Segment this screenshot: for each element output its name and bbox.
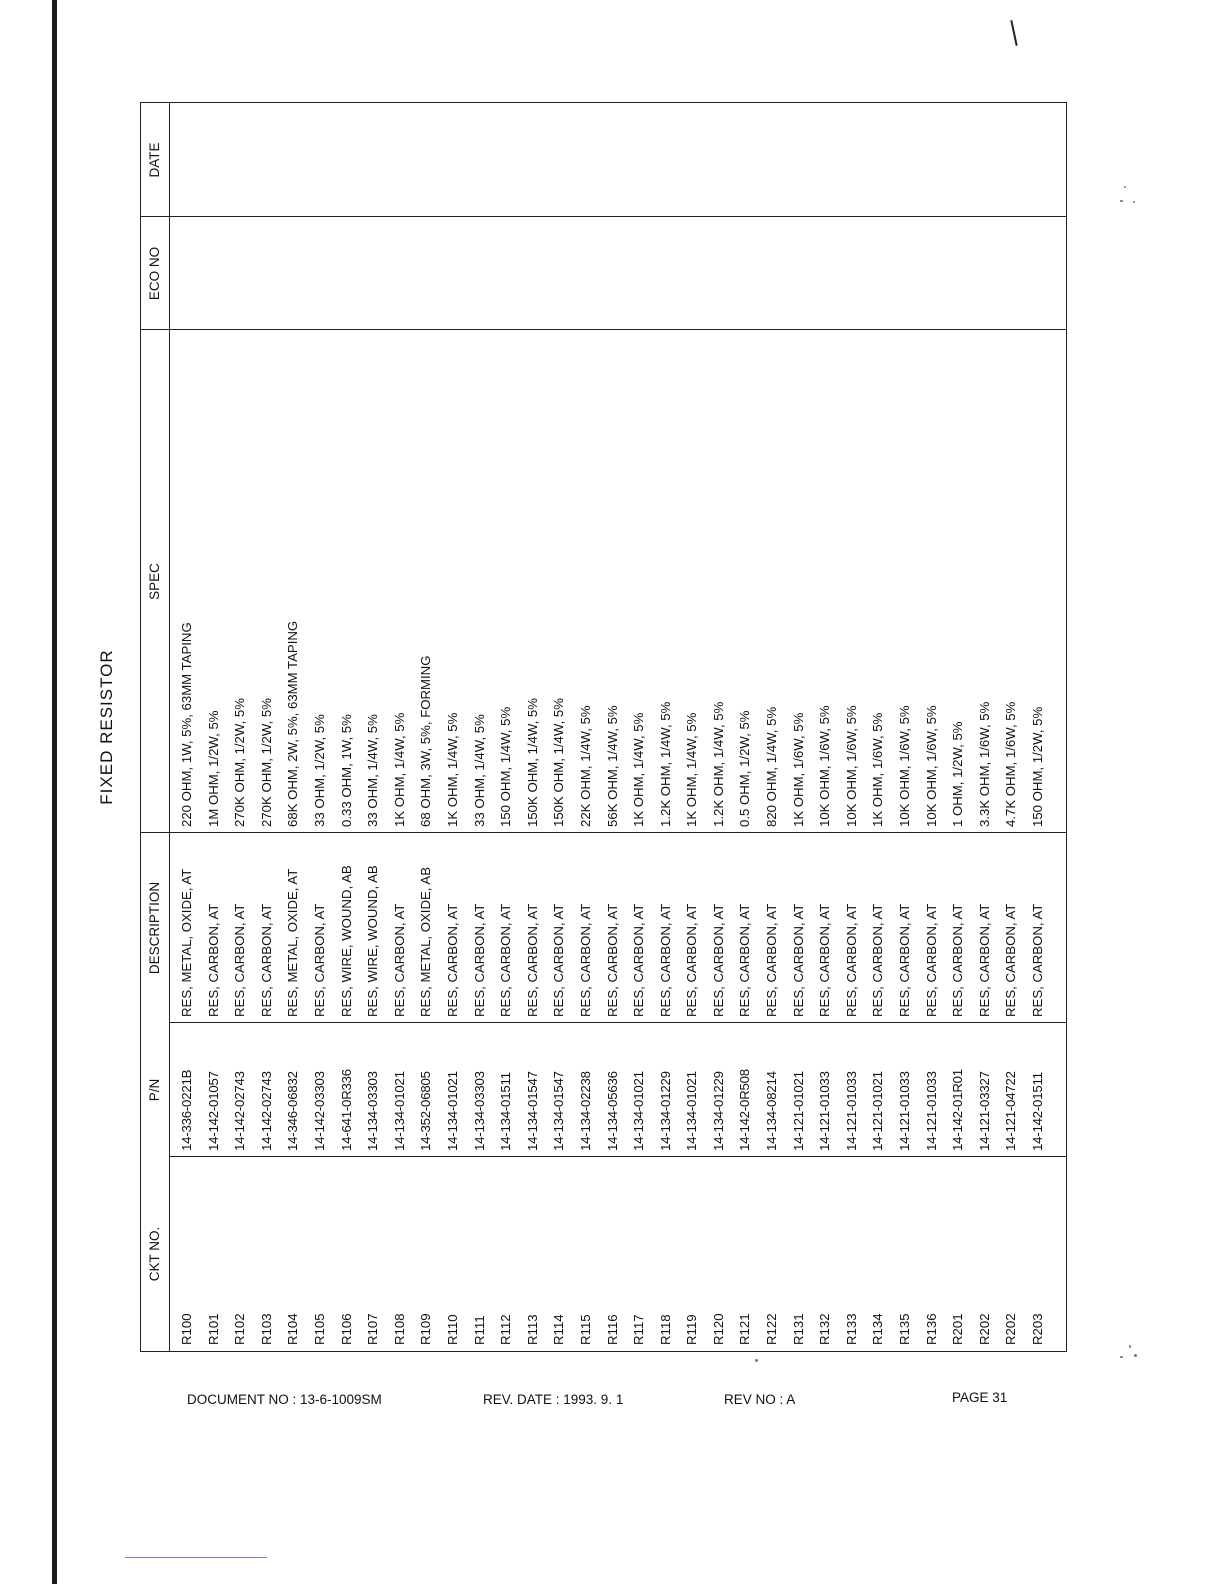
table-row <box>280 103 307 1351</box>
cell-description: RES, CARBON, AT <box>710 903 726 1017</box>
header-description: DESCRIPTION <box>147 881 162 975</box>
cell-ckt-no: R121 <box>737 1313 753 1345</box>
cell-part-number: 14-121-01033 <box>843 1071 859 1151</box>
cell-ckt-no: R120 <box>710 1313 726 1345</box>
cell-part-number: 14-336-0221B <box>179 1069 194 1151</box>
cell-ckt-no: R203 <box>1030 1313 1045 1345</box>
document-number: DOCUMENT NO : 13-6-1009SM <box>187 1392 382 1407</box>
cell-description: RES, CARBON, AT <box>976 903 992 1017</box>
cell-spec: 56K OHM, 1/4W, 5% <box>604 705 620 827</box>
cell-spec: 0.5 OHM, 1/2W, 5% <box>737 710 753 827</box>
scan-speck <box>1120 1356 1123 1358</box>
cell-ckt-no: R113 <box>524 1314 540 1345</box>
table-row <box>254 103 281 1351</box>
binding-bar <box>52 0 57 1584</box>
scan-speck <box>755 1359 758 1362</box>
header-eco-no: ECO NO <box>147 246 162 301</box>
table-row <box>945 103 972 1351</box>
header-rule <box>169 103 170 1351</box>
scan-speck <box>1133 201 1135 203</box>
cell-description: RES, CARBON, AT <box>684 903 700 1017</box>
cell-part-number: 14-121-01033 <box>897 1071 913 1151</box>
cell-ckt-no: R122 <box>764 1313 780 1345</box>
cell-spec: 270K OHM, 1/2W, 5% <box>258 698 274 827</box>
cell-part-number: 14-121-01021 <box>870 1071 886 1151</box>
table-row <box>520 103 547 1351</box>
cell-spec: 22K OHM, 1/4W, 5% <box>577 705 593 827</box>
table-row <box>573 103 600 1351</box>
edge-mark <box>125 1557 267 1558</box>
table-row <box>626 103 653 1351</box>
table-row <box>546 103 573 1351</box>
cell-description: RES, WIRE, WOUND, AB <box>365 865 381 1017</box>
table-row <box>998 103 1025 1351</box>
cell-spec: 150 OHM, 1/4W, 5% <box>498 706 514 827</box>
cell-part-number: 14-142-01R01 <box>950 1069 966 1151</box>
table-row <box>653 103 680 1351</box>
scan-speck <box>1124 186 1126 188</box>
corner-mark <box>1010 20 1017 46</box>
cell-ckt-no: R109 <box>418 1313 434 1345</box>
table-row <box>201 103 228 1351</box>
cell-ckt-no: R114 <box>551 1314 567 1345</box>
table-row <box>307 103 334 1351</box>
resistor-table <box>97 102 1067 1352</box>
cell-part-number: 14-134-01547 <box>524 1071 540 1151</box>
cell-part-number: 14-352-06805 <box>418 1071 434 1151</box>
cell-description: RES, CARBON, AT <box>524 903 540 1017</box>
cell-spec: 270K OHM, 1/2W, 5% <box>232 698 248 827</box>
table-row <box>732 103 759 1351</box>
cell-part-number: 14-121-04722 <box>1003 1071 1019 1151</box>
cell-ckt-no: R119 <box>684 1314 700 1345</box>
cell-spec: 150K OHM, 1/4W, 5% <box>524 698 540 827</box>
cell-description: RES, CARBON, AT <box>1030 903 1045 1017</box>
cell-ckt-no: R100 <box>179 1313 194 1345</box>
header-date: DATE <box>147 142 162 178</box>
cell-spec: 33 OHM, 1/4W, 5% <box>365 714 381 827</box>
cell-description: RES, CARBON, AT <box>444 903 460 1017</box>
cell-description: RES, CARBON, AT <box>311 903 327 1017</box>
cell-description: RES, CARBON, AT <box>790 903 806 1017</box>
table-title: FIXED RESISTOR <box>97 649 116 805</box>
cell-description: RES, METAL, OXIDE, AB <box>418 867 434 1017</box>
table-row <box>493 103 520 1351</box>
cell-part-number: 14-121-01033 <box>923 1071 939 1151</box>
cell-spec: 10K OHM, 1/6W, 5% <box>817 705 833 827</box>
cell-description: RES, CARBON, AT <box>498 903 514 1017</box>
cell-part-number: 14-142-01057 <box>205 1071 221 1151</box>
cell-description: RES, METAL, OXIDE, AT <box>179 868 194 1017</box>
cell-description: RES, WIRE, WOUND, AB <box>338 865 354 1017</box>
cell-description: RES, METAL, OXIDE, AT <box>285 868 301 1017</box>
cell-ckt-no: R105 <box>311 1313 327 1345</box>
cell-description: RES, CARBON, AT <box>631 903 647 1017</box>
cell-spec: 0.33 OHM, 1W, 5% <box>338 714 354 827</box>
cell-description: RES, CARBON, AT <box>817 903 833 1017</box>
cell-spec: 1K OHM, 1/4W, 5% <box>444 712 460 827</box>
cell-ckt-no: R101 <box>205 1313 221 1345</box>
cell-ckt-no: R102 <box>232 1313 248 1345</box>
cell-part-number: 14-142-02743 <box>258 1071 274 1151</box>
cell-description: RES, CARBON, AT <box>232 903 248 1017</box>
cell-spec: 1K OHM, 1/4W, 5% <box>631 712 647 827</box>
revision-number: REV NO : A <box>724 1392 796 1407</box>
table-row <box>679 103 706 1351</box>
revision-date: REV. DATE : 1993. 9. 1 <box>483 1392 624 1407</box>
table-row <box>1025 103 1052 1351</box>
table-row <box>413 103 440 1351</box>
cell-ckt-no: R117 <box>631 1314 647 1345</box>
cell-part-number: 14-134-01021 <box>684 1071 700 1151</box>
header-pn: P/N <box>147 1078 162 1102</box>
table-row <box>174 103 201 1351</box>
cell-ckt-no: R108 <box>391 1313 407 1345</box>
cell-spec: 150 OHM, 1/2W, 5% <box>1030 706 1045 827</box>
table-row <box>440 103 467 1351</box>
cell-part-number: 14-134-01021 <box>391 1071 407 1151</box>
cell-ckt-no: R202 <box>976 1313 992 1345</box>
cell-spec: 10K OHM, 1/6W, 5% <box>843 705 859 827</box>
cell-spec: 1M OHM, 1/2W, 5% <box>205 710 221 827</box>
cell-description: RES, CARBON, AT <box>737 903 753 1017</box>
cell-spec: 3.3K OHM, 1/6W, 5% <box>976 701 992 827</box>
table-body <box>174 103 1052 1351</box>
table-row <box>334 103 361 1351</box>
cell-ckt-no: R104 <box>285 1313 301 1345</box>
cell-ckt-no: R116 <box>604 1314 620 1345</box>
cell-ckt-no: R106 <box>338 1313 354 1345</box>
cell-part-number: 14-134-03303 <box>365 1071 381 1151</box>
cell-spec: 33 OHM, 1/2W, 5% <box>311 714 327 827</box>
cell-spec: 1.2K OHM, 1/4W, 5% <box>657 701 673 827</box>
cell-ckt-no: R131 <box>790 1313 806 1345</box>
scan-speck <box>1134 1354 1137 1357</box>
cell-spec: 820 OHM, 1/4W, 5% <box>764 706 780 827</box>
table-row <box>892 103 919 1351</box>
cell-part-number: 14-121-01021 <box>790 1071 806 1151</box>
cell-ckt-no: R133 <box>843 1313 859 1345</box>
table-row <box>972 103 999 1351</box>
cell-part-number: 14-134-05636 <box>604 1071 620 1151</box>
cell-spec: 68 OHM, 3W, 5%, FORMING <box>418 655 434 827</box>
table-row <box>786 103 813 1351</box>
cell-ckt-no: R201 <box>950 1313 966 1345</box>
cell-description: RES, CARBON, AT <box>657 903 673 1017</box>
cell-part-number: 14-134-01021 <box>444 1071 460 1151</box>
cell-ckt-no: R136 <box>923 1313 939 1345</box>
cell-ckt-no: R135 <box>897 1313 913 1345</box>
cell-part-number: 14-134-01229 <box>710 1071 726 1151</box>
cell-description: RES, CARBON, AT <box>1003 903 1019 1017</box>
table-row <box>360 103 387 1351</box>
cell-part-number: 14-142-02743 <box>232 1071 248 1151</box>
cell-part-number: 14-134-01547 <box>551 1071 567 1151</box>
cell-ckt-no: R115 <box>577 1314 593 1345</box>
cell-ckt-no: R112 <box>498 1314 514 1345</box>
cell-description: RES, CARBON, AT <box>923 903 939 1017</box>
cell-description: RES, CARBON, AT <box>258 903 274 1017</box>
cell-ckt-no: R111 <box>471 1315 487 1345</box>
cell-spec: 68K OHM, 2W, 5%, 63MM TAPING <box>285 620 301 827</box>
cell-part-number: 14-346-06832 <box>285 1071 301 1151</box>
cell-description: RES, CARBON, AT <box>577 903 593 1017</box>
cell-spec: 1K OHM, 1/4W, 5% <box>391 712 407 827</box>
cell-spec: 1K OHM, 1/6W, 5% <box>790 712 806 827</box>
table-row <box>600 103 627 1351</box>
cell-ckt-no: R202 <box>1003 1313 1019 1345</box>
cell-description: RES, CARBON, AT <box>870 903 886 1017</box>
cell-spec: 220 OHM, 1W, 5%, 63MM TAPING <box>179 622 194 827</box>
table-row <box>919 103 946 1351</box>
cell-part-number: 14-134-02238 <box>577 1071 593 1151</box>
cell-ckt-no: R110 <box>444 1314 460 1345</box>
header-ckt-no: CKT NO. <box>147 1226 162 1282</box>
cell-part-number: 14-134-08214 <box>764 1071 780 1151</box>
cell-spec: 1.2K OHM, 1/4W, 5% <box>710 701 726 827</box>
cell-description: RES, CARBON, AT <box>604 903 620 1017</box>
cell-ckt-no: R118 <box>657 1314 673 1345</box>
cell-spec: 10K OHM, 1/6W, 5% <box>897 705 913 827</box>
table-row <box>865 103 892 1351</box>
table-row <box>759 103 786 1351</box>
header-spec: SPEC <box>147 563 162 600</box>
cell-ckt-no: R132 <box>817 1313 833 1345</box>
page-number: PAGE 31 <box>952 1390 1008 1405</box>
cell-part-number: 14-641-0R336 <box>338 1069 354 1151</box>
cell-ckt-no: R134 <box>870 1313 886 1345</box>
cell-spec: 1K OHM, 1/4W, 5% <box>684 712 700 827</box>
table-row <box>706 103 733 1351</box>
cell-part-number: 14-134-01511 <box>498 1072 514 1151</box>
cell-part-number: 14-134-03303 <box>471 1071 487 1151</box>
table-row <box>227 103 254 1351</box>
cell-description: RES, CARBON, AT <box>471 903 487 1017</box>
cell-description: RES, CARBON, AT <box>551 903 567 1017</box>
cell-description: RES, CARBON, AT <box>764 903 780 1017</box>
scan-speck <box>1120 200 1123 202</box>
cell-description: RES, CARBON, AT <box>205 903 221 1017</box>
scan-speck <box>1129 1345 1131 1348</box>
table-row <box>812 103 839 1351</box>
cell-description: RES, CARBON, AT <box>950 903 966 1017</box>
cell-ckt-no: R107 <box>365 1313 381 1345</box>
cell-part-number: 14-134-01021 <box>631 1071 647 1151</box>
cell-spec: 150K OHM, 1/4W, 5% <box>551 698 567 827</box>
cell-part-number: 14-142-0R508 <box>737 1069 753 1151</box>
table-row <box>387 103 414 1351</box>
cell-spec: 1 OHM, 1/2W, 5% <box>950 721 966 827</box>
cell-part-number: 14-142-03303 <box>311 1071 327 1151</box>
cell-part-number: 14-121-03327 <box>976 1071 992 1151</box>
cell-part-number: 14-121-01033 <box>817 1071 833 1151</box>
cell-part-number: 14-142-01511 <box>1030 1072 1045 1151</box>
table-row <box>467 103 494 1351</box>
cell-description: RES, CARBON, AT <box>843 903 859 1017</box>
table-row <box>839 103 866 1351</box>
cell-spec: 10K OHM, 1/6W, 5% <box>923 705 939 827</box>
cell-part-number: 14-134-01229 <box>657 1071 673 1151</box>
cell-ckt-no: R103 <box>258 1313 274 1345</box>
cell-spec: 1K OHM, 1/6W, 5% <box>870 712 886 827</box>
cell-description: RES, CARBON, AT <box>897 903 913 1017</box>
cell-description: RES, CARBON, AT <box>391 903 407 1017</box>
cell-spec: 4.7K OHM, 1/6W, 5% <box>1003 701 1019 827</box>
cell-spec: 33 OHM, 1/4W, 5% <box>471 714 487 827</box>
